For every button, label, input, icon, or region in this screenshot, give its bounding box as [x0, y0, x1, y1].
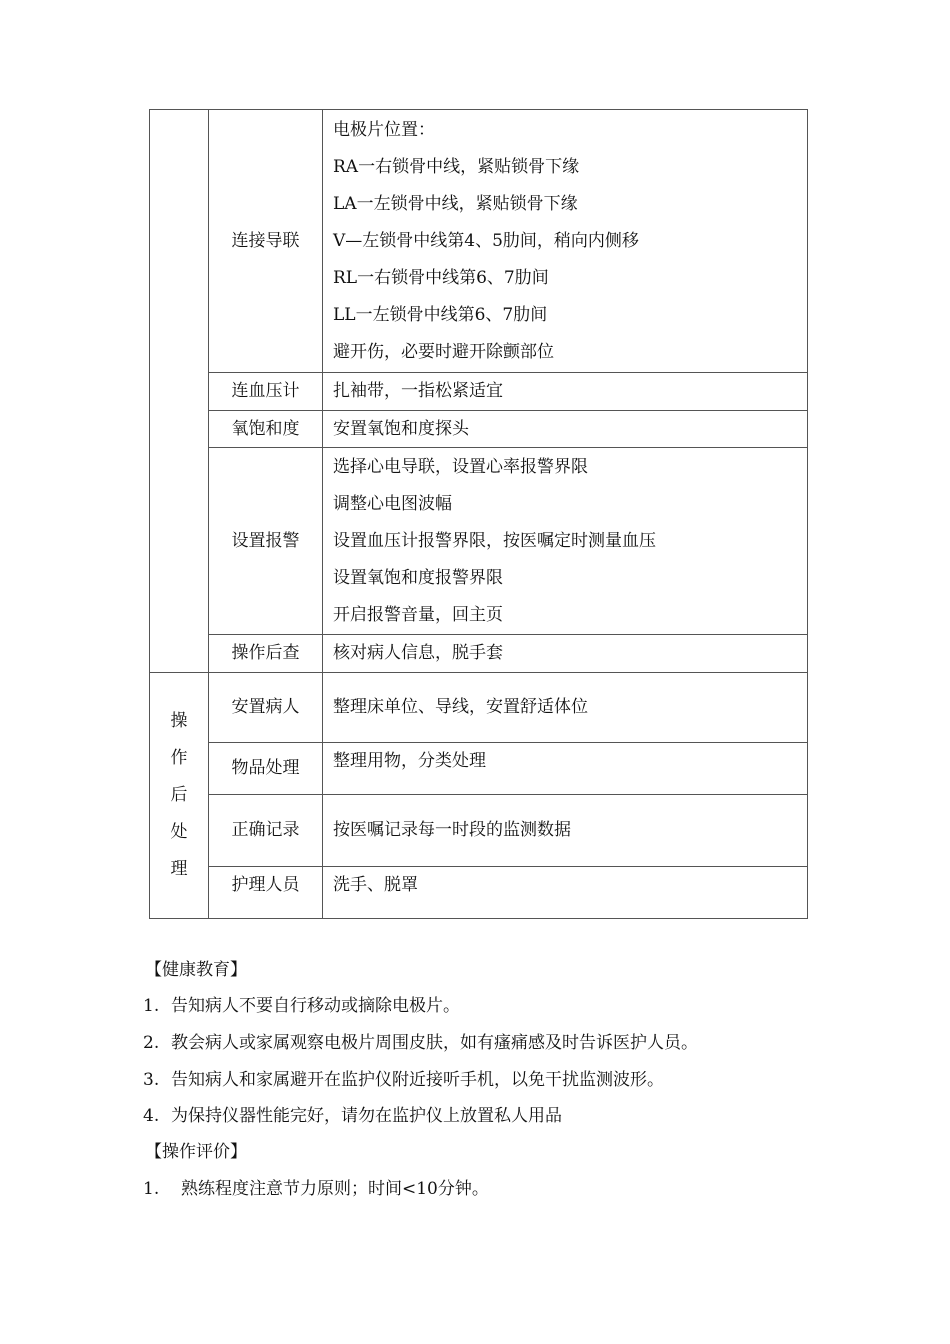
content-line: LA一左锁骨中线，紧贴锁骨下缘 — [333, 193, 578, 214]
section-cell-empty — [150, 110, 209, 673]
content-line: 选择心电导联，设置心率报警界限 — [333, 456, 588, 477]
content-line: RA一右锁骨中线，紧贴锁骨下缘 — [333, 156, 580, 177]
content-cell — [323, 110, 808, 373]
content-line: 设置血压计报警界限，按医嘱定时测量血压 — [333, 530, 656, 551]
content-line: 开启报警音量，回主页 — [333, 604, 503, 625]
table-row — [150, 110, 808, 373]
table-row — [150, 673, 808, 743]
table-row — [150, 411, 808, 448]
content-cell: 核对病人信息，脱手套 — [323, 635, 808, 673]
step-cell: 物品处理 — [209, 743, 323, 795]
table-row — [150, 448, 808, 635]
list-item: 1. 熟练程度注意节力原则；时间<10分钟。 — [143, 1179, 489, 1199]
list-item: 3. 告知病人和家属避开在监护仪附近接听手机，以免干扰监测波形。 — [143, 1070, 664, 1090]
procedure-table — [149, 109, 808, 919]
content-line: LL一左锁骨中线第6、7肋间 — [333, 304, 548, 325]
content-cell — [323, 448, 808, 635]
section-label-cell — [150, 673, 209, 919]
table-row — [150, 867, 808, 919]
list-item: 1. 告知病人不要自行移动或摘除电极片。 — [143, 996, 460, 1016]
step-cell: 操作后查 — [209, 635, 323, 673]
content-cell: 洗手、脱罩 — [323, 867, 808, 919]
content-cell: 扎袖带，一指松紧适宜 — [323, 373, 808, 411]
content-cell: 整理用物，分类处理 — [323, 743, 808, 795]
step-cell: 氧饱和度 — [209, 411, 323, 448]
list-item: 4. 为保持仪器性能完好，请勿在监护仪上放置私人用品 — [143, 1106, 562, 1126]
content-cell: 按医嘱记录每一时段的监测数据 — [323, 795, 808, 867]
table-row — [150, 795, 808, 867]
step-cell: 正确记录 — [209, 795, 323, 867]
content-line: 调整心电图波幅 — [333, 493, 452, 514]
step-cell: 连血压计 — [209, 373, 323, 411]
list-item: 2. 教会病人或家属观察电极片周围皮肤，如有瘙痛感及时告诉医护人员。 — [143, 1033, 698, 1053]
content-cell: 安置氧饱和度探头 — [323, 411, 808, 448]
content-cell: 整理床单位、导线，安置舒适体位 — [323, 673, 808, 743]
table-row — [150, 743, 808, 795]
step-cell: 护理人员 — [209, 867, 323, 919]
step-cell: 连接导联 — [209, 110, 323, 373]
content-line: RL一右锁骨中线第6、7肋间 — [333, 267, 549, 288]
content-line: V—左锁骨中线第4、5肋间，稍向内侧移 — [333, 230, 639, 251]
health-education-heading: 【健康教育】 — [145, 960, 247, 980]
section-label: 操作后处理 — [170, 711, 188, 879]
content-line: 电极片位置： — [333, 119, 435, 140]
table-row — [150, 635, 808, 673]
table-row — [150, 373, 808, 411]
step-cell: 安置病人 — [209, 673, 323, 743]
content-line: 设置氧饱和度报警界限 — [333, 567, 503, 588]
evaluation-heading: 【操作评价】 — [145, 1142, 247, 1162]
content-line: 避开伤，必要时避开除颤部位 — [333, 341, 554, 362]
step-cell: 设置报警 — [209, 448, 323, 635]
